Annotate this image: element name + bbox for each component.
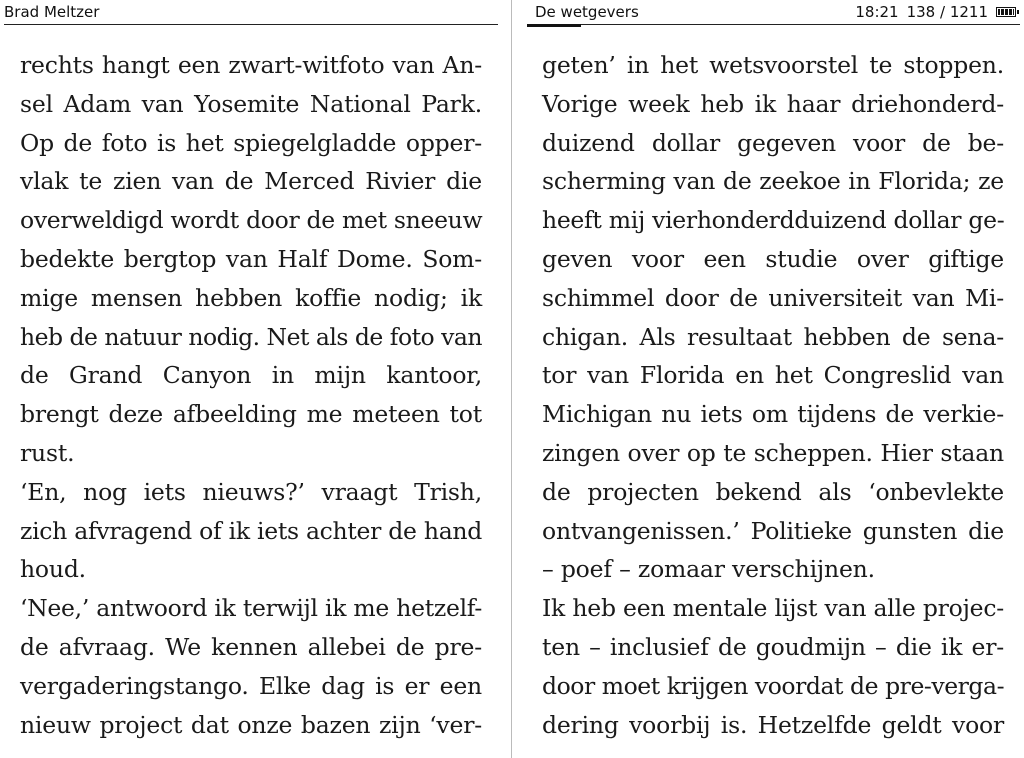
text-line: vlak te zien van de Merced Rivier die xyxy=(20,167,482,196)
left-page-header xyxy=(4,0,498,25)
text-line: brengt deze afbeelding me meteen tot xyxy=(20,400,482,429)
text-line: geven voor een studie over giftige xyxy=(542,244,1004,273)
text-line: dering voorbij is. Hetzelfde geldt voor xyxy=(542,710,1004,739)
text-line: Op de foto is het spiegelgladde opper- xyxy=(20,128,482,157)
text-line: Vorige week heb ik haar driehonderd- xyxy=(542,89,1004,118)
page-divider xyxy=(511,0,512,758)
text-line: overweldigd wordt door de met sneeuw xyxy=(20,206,483,235)
text-line: bedekte bergtop van Half Dome. Som- xyxy=(20,244,482,273)
text-line: door moet krijgen voordat de pre-verga- xyxy=(542,671,1005,700)
text-line: ontvangenissen.’ Politieke gunsten die xyxy=(542,516,1004,545)
text-line: chigan. Als resultaat hebben de sena- xyxy=(542,322,1004,351)
text-line: heb de natuur nodig. Net als de foto van xyxy=(20,322,482,351)
text-line: rust. xyxy=(20,438,75,467)
text-line: Michigan nu iets om tijdens de verkie- xyxy=(542,400,1004,429)
text-line: – poef – zomaar verschijnen. xyxy=(542,555,875,584)
right-page-text[interactable] xyxy=(542,46,1004,744)
text-line: de afvraag. We kennen allebei de pre- xyxy=(20,632,482,661)
text-line: ‘Nee,’ antwoord ik terwijl ik me hetzelf- xyxy=(20,594,482,623)
text-line: nieuw project dat onze bazen zijn ‘ver- xyxy=(20,710,482,739)
text-line: scherming van de zeekoe in Florida; ze xyxy=(542,167,1004,196)
text-line: mige mensen hebben koffie nodig; ik xyxy=(20,283,482,312)
battery-icon xyxy=(996,7,1016,17)
text-line: heeft mij vierhonderdduizend dollar ge- xyxy=(542,206,1005,235)
reading-progress-marker xyxy=(527,24,581,27)
author-title: Brad Meltzer xyxy=(4,3,100,21)
book-title[interactable]: De wetgevers xyxy=(535,3,639,21)
text-line: duizend dollar gegeven voor de be- xyxy=(542,128,1004,157)
text-line: sel Adam van Yosemite National Park. xyxy=(20,89,482,118)
page-indicator[interactable]: 138 / 1211 xyxy=(906,3,988,21)
right-page-header xyxy=(527,0,1020,25)
text-line: rechts hangt een zwart-witfoto van An- xyxy=(20,51,482,79)
text-line: ten – inclusief de goudmijn – die ik er- xyxy=(542,632,1004,661)
clock-time: 18:21 xyxy=(855,3,899,21)
text-line: geten’ in het wetsvoorstel te stoppen. xyxy=(542,51,1004,79)
text-line: zich afvragend of ik iets achter de hand xyxy=(20,516,482,545)
text-line: zingen over op te scheppen. Hier staan xyxy=(542,438,1004,467)
text-line: tor van Florida en het Congreslid van xyxy=(542,361,1004,390)
text-line: ‘En, nog iets nieuws?’ vraagt Trish, xyxy=(20,477,482,506)
text-line: vergaderingstango. Elke dag is er een xyxy=(20,671,482,700)
text-line: Ik heb een mentale lijst van alle projec- xyxy=(542,594,1004,623)
left-page-text[interactable] xyxy=(20,46,482,744)
text-line: houd. xyxy=(20,555,86,584)
status-bar xyxy=(855,3,1016,21)
text-line: de projecten bekend als ‘onbevlekte xyxy=(542,477,1004,506)
text-line: de Grand Canyon in mijn kantoor, xyxy=(20,361,482,390)
text-line: schimmel door de universiteit van Mi- xyxy=(542,283,1004,312)
